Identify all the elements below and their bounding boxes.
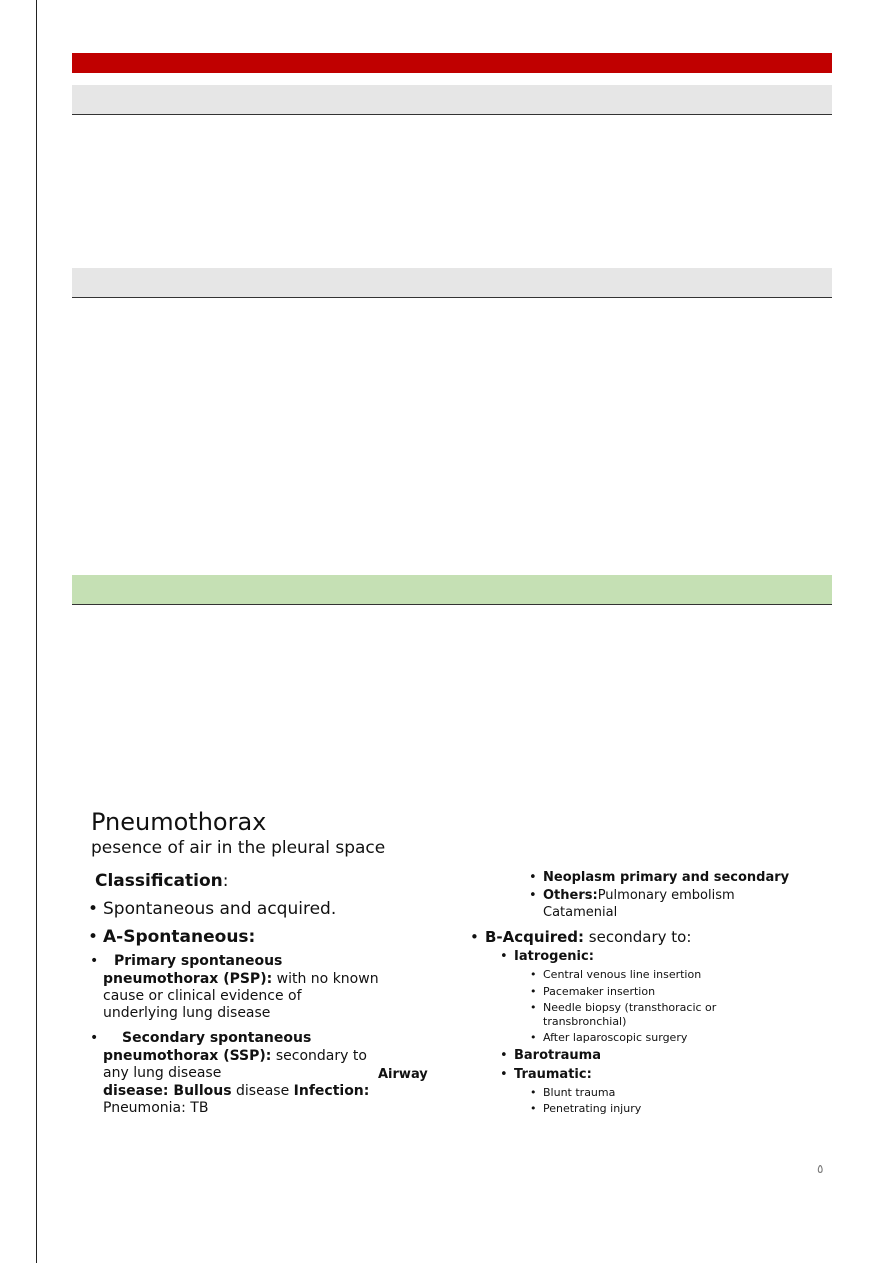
iatrogenic-item: After laparoscopic surgery	[543, 1031, 688, 1044]
iatrogenic-item: Central venous line insertion	[543, 968, 702, 981]
bullet-a-spontaneous: A-Spontaneous:	[103, 927, 256, 947]
page-margin-line	[36, 0, 37, 1263]
psp-line-2: pneumothorax (PSP): with no known	[103, 971, 379, 987]
bullet-dot: •	[530, 1001, 537, 1014]
trauma-item: Blunt trauma	[543, 1086, 616, 1099]
psp-line-3: cause or clinical evidence of	[103, 988, 302, 1004]
ssp-airway: Airway	[378, 1067, 428, 1082]
bullet-dot: •	[500, 1048, 508, 1063]
section-header-2	[72, 268, 832, 298]
bullet-dot: •	[90, 1030, 99, 1046]
barotrauma-item: Barotrauma	[514, 1048, 601, 1063]
neoplasm-item: Neoplasm primary and secondary	[543, 870, 790, 885]
trauma-item: Penetrating injury	[543, 1102, 642, 1115]
catamenial-item: Catamenial	[543, 905, 618, 920]
page-number: ٥	[817, 1162, 824, 1176]
bullet-dot: •	[530, 1086, 537, 1099]
iatrogenic-heading: Iatrogenic:	[514, 949, 594, 964]
bullet-dot: •	[529, 888, 537, 903]
classification-heading: Classification:	[95, 871, 229, 891]
slide-title: Pneumothorax	[91, 808, 267, 836]
bullet-dot: •	[500, 949, 508, 964]
iatrogenic-item: Pacemaker insertion	[543, 985, 656, 998]
section-header-1	[72, 85, 832, 115]
bullet-dot: •	[500, 1067, 508, 1082]
others-item: Others:Pulmonary embolism	[543, 888, 735, 903]
b-acquired-heading: B-Acquired: secondary to:	[485, 928, 692, 946]
bullet-dot: •	[530, 1031, 537, 1044]
bullet-dot: •	[470, 928, 479, 946]
ssp-line-2: pneumothorax (SSP): secondary to	[103, 1048, 367, 1064]
iatrogenic-item: Needle biopsy (transthoracic or	[543, 1001, 717, 1014]
bullet-spontaneous-acquired: Spontaneous and acquired.	[103, 899, 337, 919]
bullet-dot: •	[88, 927, 99, 947]
bullet-dot: •	[90, 953, 99, 969]
ssp-line-5: Pneumonia: TB	[103, 1100, 209, 1116]
section-header-3	[72, 575, 832, 605]
ssp-line-4: disease: Bullous disease Infection:	[103, 1083, 370, 1099]
psp-heading: Primary spontaneous	[114, 953, 283, 969]
bullet-dot: •	[88, 899, 99, 919]
bullet-dot: •	[530, 1102, 537, 1115]
bullet-dot: •	[530, 985, 537, 998]
header-red-bar	[72, 53, 832, 73]
ssp-line-3: any lung disease	[103, 1065, 222, 1081]
psp-line-4: underlying lung disease	[103, 1005, 271, 1021]
slide-subtitle: pesence of air in the pleural space	[91, 838, 386, 858]
iatrogenic-item-continued: transbronchial)	[543, 1015, 627, 1028]
bullet-dot: •	[530, 968, 537, 981]
ssp-heading: Secondary spontaneous	[122, 1030, 312, 1046]
traumatic-heading: Traumatic:	[514, 1067, 592, 1082]
bullet-dot: •	[529, 870, 537, 885]
